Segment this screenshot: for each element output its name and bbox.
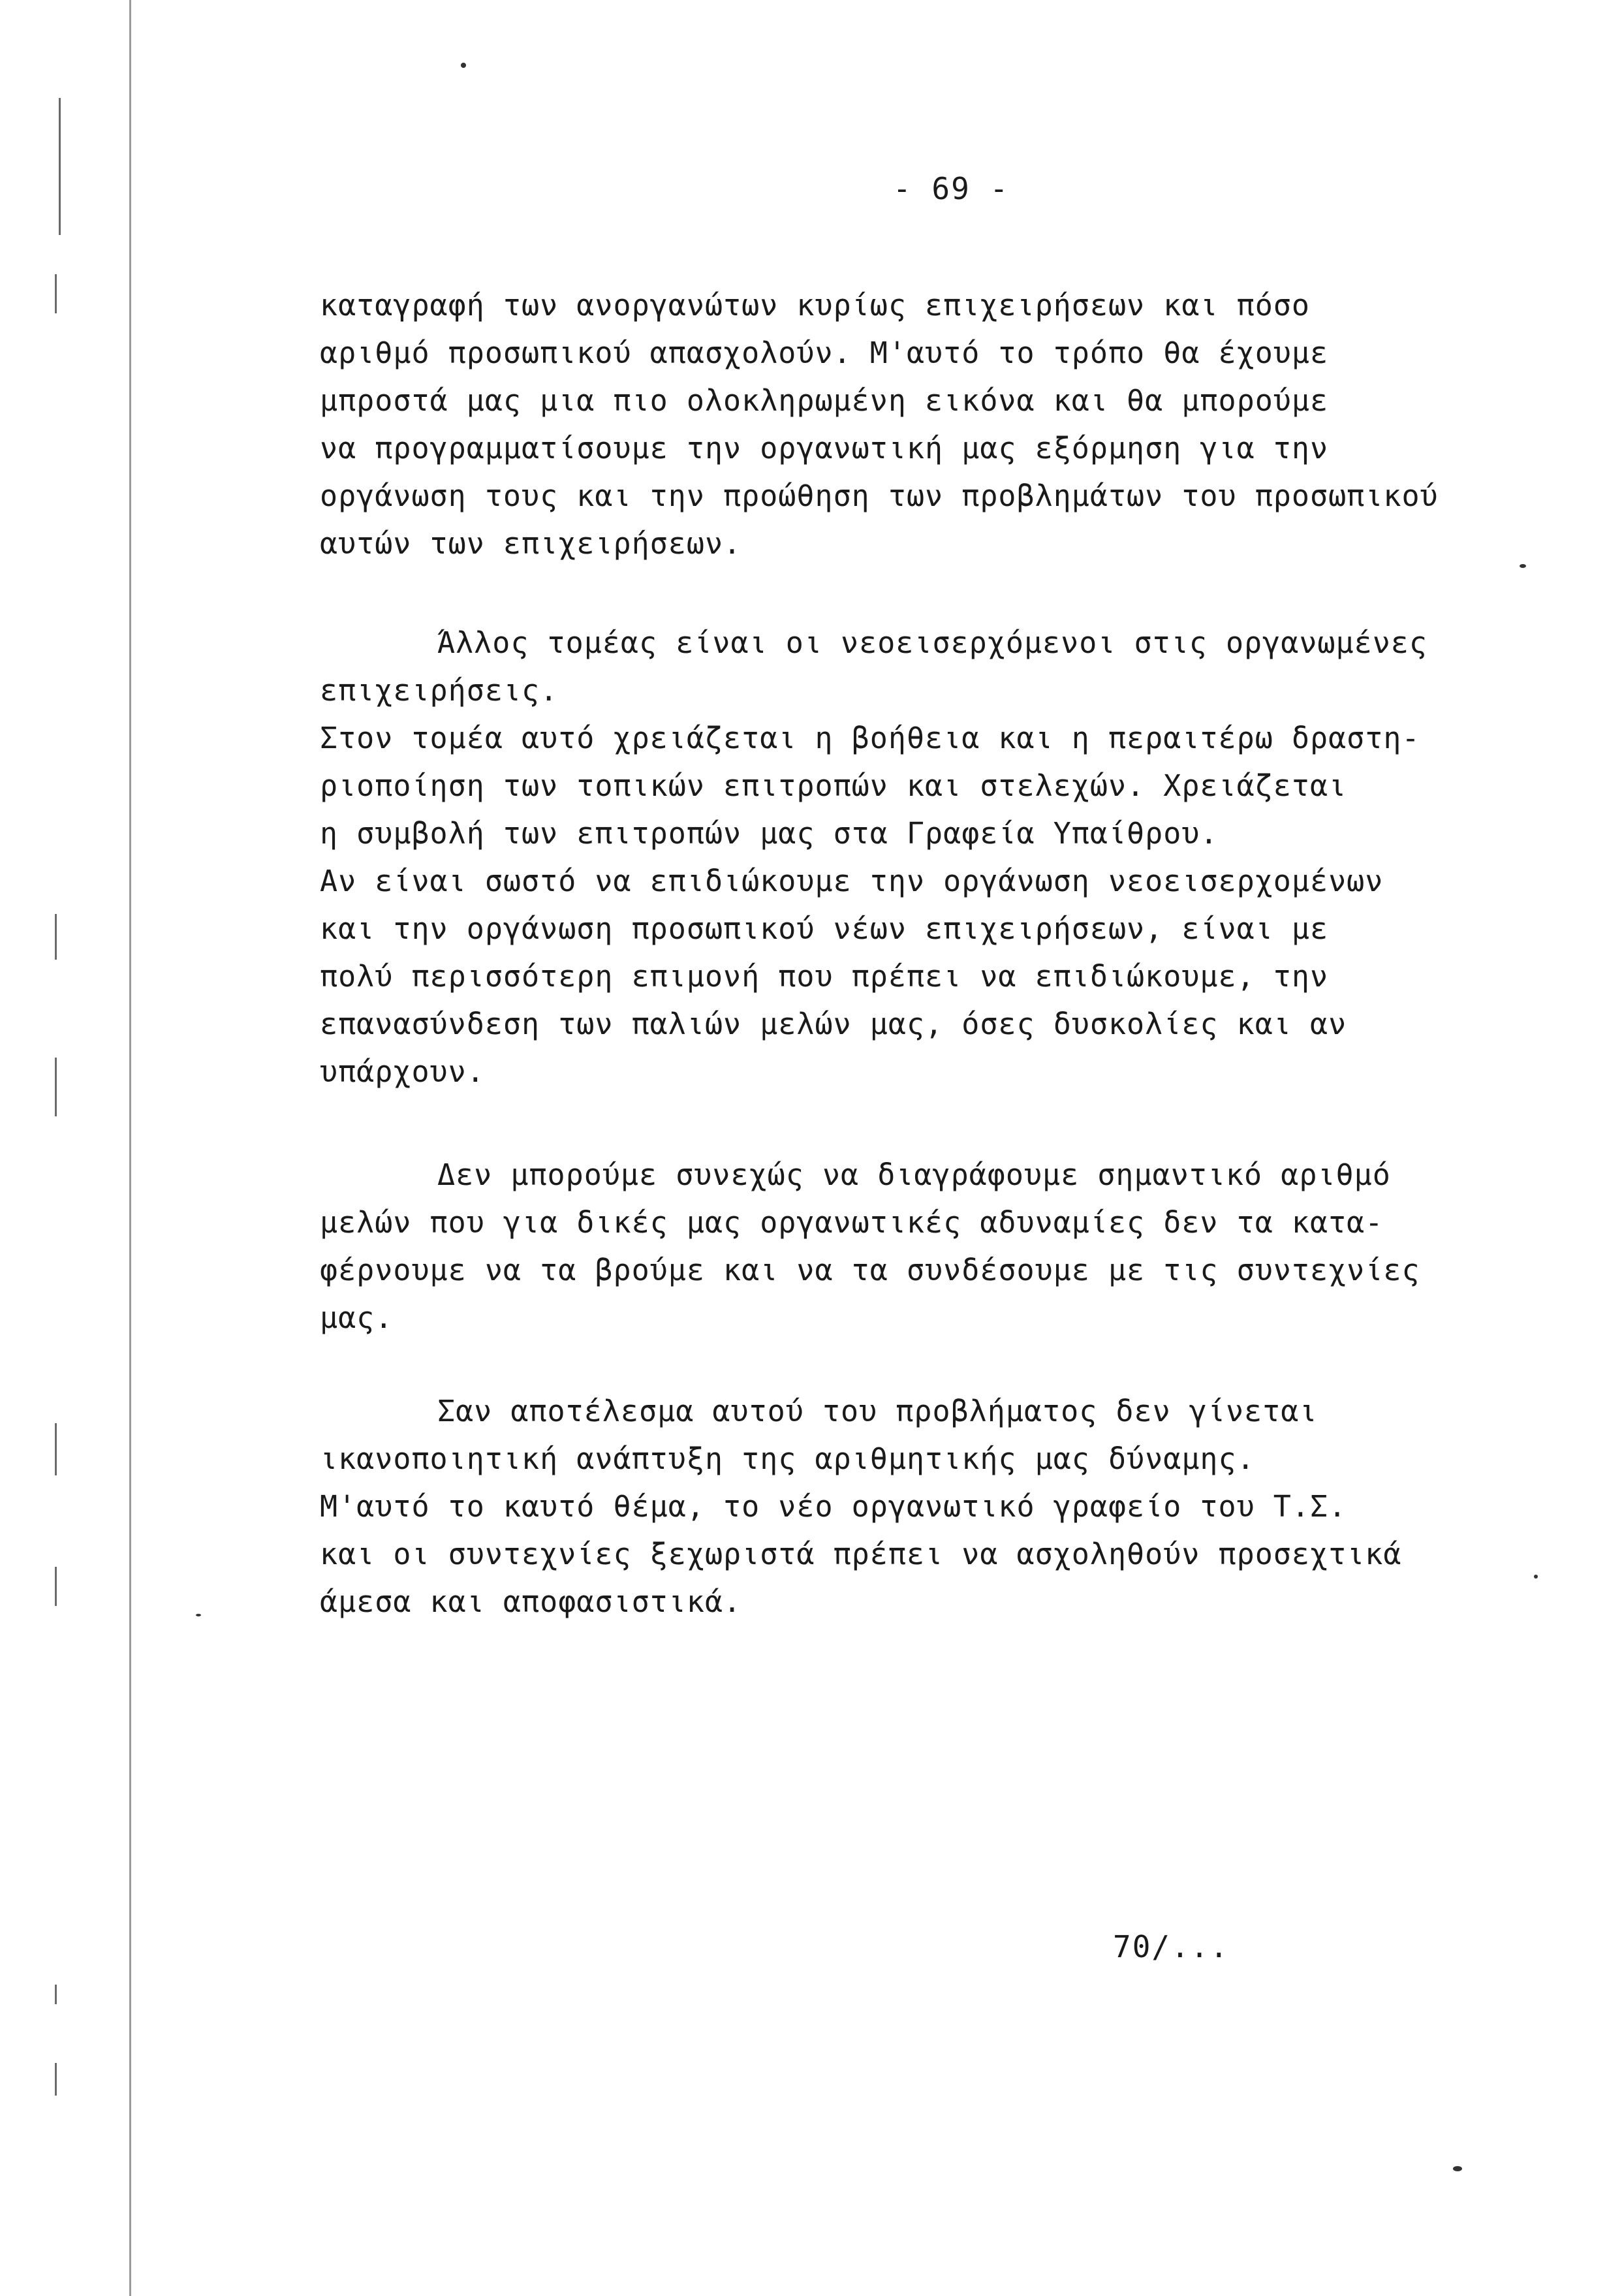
text-line: αριθμό προσωπικού απασχολούν. Μ'αυτό το τρόπο θα έχουμε [320,336,1329,370]
scan-edge-mark [55,1985,57,2004]
text-line: και την οργάνωση προσωπικού νέων επιχειρήσεων, είναι με [320,911,1329,946]
text-line: Δεν μπορούμε συνεχώς να διαγράφουμε σημαντικό αριθμό [437,1157,1391,1192]
scan-edge-mark [59,98,61,235]
text-line: Αν είναι σωστό να επιδιώκουμε την οργάνωση νεοεισερχομένων [320,864,1384,898]
scan-edge-mark [55,914,57,960]
paragraph [320,619,1534,1095]
text-line: άμεσα και αποφασιστικά. [320,1584,742,1619]
text-line: να προγραμματίσουμε την οργανωτική μας εξόρμηση για την [320,431,1329,465]
scan-edge-mark [55,1567,57,1606]
text-line: η συμβολή των επιτροπών μας στα Γραφεία Υπαίθρου. [320,816,1219,851]
scan-speck [461,63,466,68]
text-line: Άλλος τομέας είναι οι νεοεισερχόμενοι στις οργανωμένες [437,625,1428,660]
scan-speck [1534,1575,1538,1579]
text-line: και οι συντεχνίες ξεχωριστά πρέπει να ασχοληθούν προσεχτικά [320,1537,1402,1571]
page-number: - 69 - [893,171,1010,206]
text-line: αυτών των επιχειρήσεων. [320,526,742,561]
text-line: ριοποίηση των τοπικών επιτροπών και στελεχών. Χρειάζεται [320,768,1347,803]
text-line: φέρνουμε να τα βρούμε και να τα συνδέσουμε με τις συντεχνίες [320,1253,1420,1287]
scan-edge-mark [55,2063,57,2096]
text-line: Στον τομέα αυτό χρειάζεται η βοήθεια και η περαιτέρω δραστη- [320,721,1420,755]
binding-edge-line [129,0,131,2296]
scan-edge-mark [55,1058,57,1116]
text-line: επιχειρήσεις. [320,673,559,708]
text-line: πολύ περισσότερη επιμονή που πρέπει να επιδιώκουμε, την [320,959,1329,994]
paragraph [320,1151,1534,1342]
text-line: μπροστά μας μια πιο ολοκληρωμένη εικόνα και θα μπορούμε [320,383,1329,418]
text-line: οργάνωση τους και την προώθηση των προβλημάτων του προσωπικού [320,479,1439,513]
paragraph [320,1387,1534,1626]
continuation-marker: 70/... [1113,1929,1230,1964]
text-line: μελών που για δικές μας οργανωτικές αδυναμίες δεν τα κατα- [320,1205,1384,1240]
text-line: Μ'αυτό το καυτό θέμα, το νέο οργανωτικό γραφείο του Τ.Σ. [320,1489,1347,1524]
text-line: υπάρχουν. [320,1054,485,1089]
text-line: ικανοποιητική ανάπτυξη της αριθμητικής μας δύναμης. [320,1441,1255,1476]
scan-edge-mark [55,274,57,313]
scan-speck [1453,2166,1462,2171]
text-line: επανασύνδεση των παλιών μελών μας, όσες δυσκολίες και αν [320,1007,1347,1041]
scan-edge-mark [55,1423,57,1475]
paragraph [320,281,1534,567]
text-line: Σαν αποτέλεσμα αυτού του προβλήματος δεν γίνεται [437,1394,1318,1428]
scan-speck [196,1614,201,1616]
text-line: μας. [320,1300,394,1335]
text-line: καταγραφή των ανοργανώτων κυρίως επιχειρήσεων και πόσο [320,288,1310,322]
